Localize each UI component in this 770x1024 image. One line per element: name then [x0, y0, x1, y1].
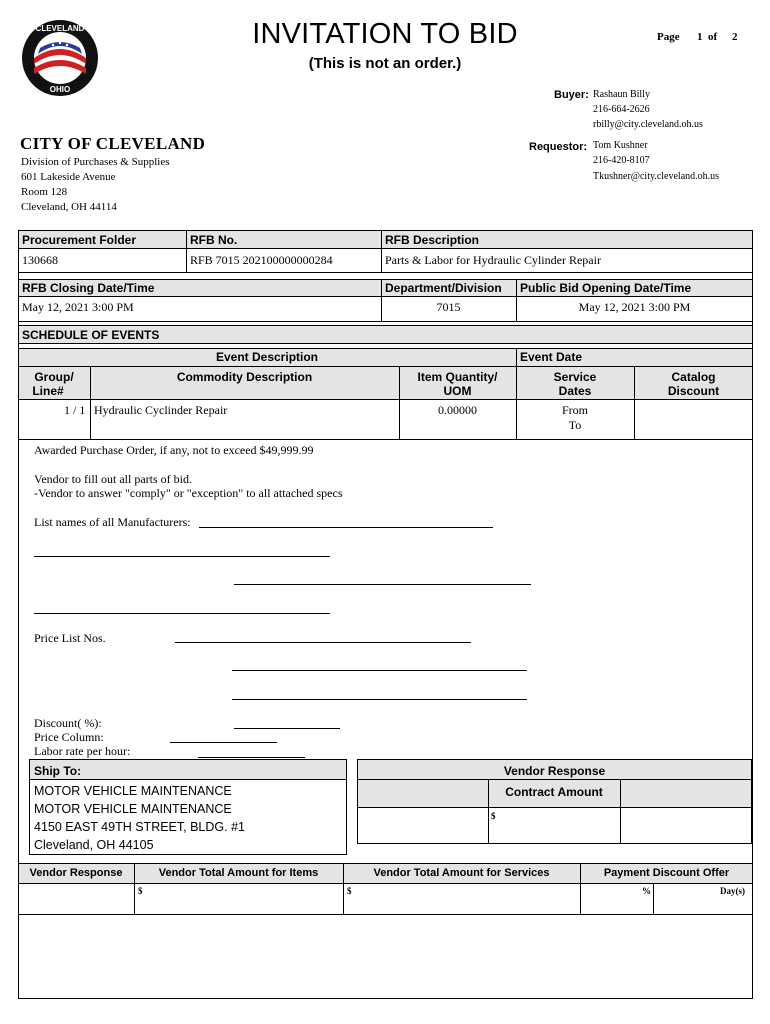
total-items-field[interactable]: $ [138, 886, 143, 896]
manufacturers-blank-4[interactable] [34, 613, 330, 614]
discount-percent-field[interactable]: % [642, 886, 651, 896]
page-number: 1 [697, 31, 703, 43]
vendor-response-label: Vendor Response [503, 764, 606, 778]
ship-to-line: 4150 EAST 49TH STREET, BLDG. #1 [34, 820, 245, 834]
requestor-email: Tkushner@city.cleveland.oh.us [593, 171, 720, 182]
service-dates-label: Service [553, 370, 597, 384]
manufacturers-blank[interactable] [199, 527, 493, 528]
row-line-number: 1 / 1 [64, 403, 86, 417]
city-address-line: Division of Purchases & Supplies [21, 156, 170, 168]
rfb-closing-label: RFB Closing Date/Time [22, 281, 155, 295]
item-quantity-label: Item Quantity/ [417, 370, 498, 384]
department-division-label: Department/Division [385, 281, 502, 295]
price-column-label: Price Column: [34, 730, 104, 744]
city-address-line: Room 128 [21, 186, 68, 198]
public-bid-opening-label: Public Bid Opening Date/Time [520, 281, 692, 295]
buyer-phone: 216-664-2626 [593, 104, 650, 115]
manufacturers-blank-3[interactable] [234, 584, 531, 585]
rfb-no-label: RFB No. [190, 233, 238, 247]
bottom-vendor-response-label: Vendor Response [29, 867, 123, 879]
ship-to-label: Ship To: [34, 764, 82, 778]
manufacturers-label: List names of all Manufacturers: [34, 515, 191, 529]
procurement-folder-value: 130668 [22, 253, 58, 267]
row-commodity: Hydraulic Cyclinder Repair [94, 403, 228, 417]
price-list-blank-2[interactable] [232, 670, 527, 671]
requestor-label: Requestor: [529, 141, 588, 153]
price-list-blank-3[interactable] [232, 699, 527, 700]
catalog-discount-label-2: Discount [667, 384, 720, 398]
vendor-instruction-2: -Vendor to answer "comply" or "exception" to all attached specs [34, 486, 343, 500]
page-title: INVITATION TO BID [252, 18, 518, 50]
total-items-label: Vendor Total Amount for Items [158, 867, 319, 879]
price-column-blank[interactable] [170, 742, 277, 743]
buyer-name: Rashaun Billy [593, 89, 650, 100]
event-date-label: Event Date [520, 350, 583, 364]
price-list-blank[interactable] [175, 642, 471, 643]
public-bid-opening-value: May 12, 2021 3:00 PM [578, 300, 691, 314]
commodity-description-label: Commodity Description [176, 370, 313, 384]
ship-to-line: MOTOR VEHICLE MAINTENANCE [34, 784, 232, 798]
discount-blank[interactable] [234, 728, 340, 729]
department-division-value: 7015 [436, 300, 461, 314]
total-services-label: Vendor Total Amount for Services [373, 867, 550, 879]
requestor-name: Tom Kushner [593, 140, 648, 151]
city-address-line: Cleveland, OH 44114 [21, 201, 117, 213]
rfb-no-value: RFB 7015 202100000000284 [190, 253, 333, 267]
rfb-description-label: RFB Description [385, 233, 480, 247]
award-note: Awarded Purchase Order, if any, not to exceed $49,999.99 [34, 443, 314, 457]
rfb-closing-value: May 12, 2021 3:00 PM [22, 300, 134, 314]
contract-amount-field[interactable]: $ [491, 811, 496, 821]
svg-text:OHIO: OHIO [49, 85, 71, 94]
vendor-instruction-1: Vendor to fill out all parts of bid. [34, 472, 192, 486]
catalog-discount-label: Catalog [671, 370, 716, 384]
page-subtitle: (This is not an order.) [308, 55, 462, 72]
rfb-description-value: Parts & Labor for Hydraulic Cylinder Repair [385, 253, 601, 267]
item-uom-label: UOM [443, 384, 472, 398]
labor-rate-label: Labor rate per hour: [34, 744, 131, 758]
group-line-label-2: Line# [32, 384, 64, 398]
group-line-label: Group/ [34, 370, 74, 384]
page-of: of [708, 31, 718, 43]
total-services-field[interactable]: $ [347, 886, 352, 896]
row-quantity: 0.00000 [438, 403, 477, 417]
svg-text:CLEVELAND: CLEVELAND [35, 24, 85, 33]
row-service-from: From [561, 403, 588, 417]
city-name: CITY OF CLEVELAND [20, 134, 206, 153]
procurement-folder-label: Procurement Folder [22, 233, 137, 247]
buyer-email: rbilly@city.cleveland.oh.us [593, 119, 703, 130]
discount-days-field[interactable]: Day(s) [720, 886, 745, 896]
contract-amount-label: Contract Amount [505, 785, 603, 799]
labor-rate-blank[interactable] [198, 757, 305, 758]
schedule-of-events-label: SCHEDULE OF EVENTS [22, 328, 160, 342]
manufacturers-blank-2[interactable] [34, 556, 330, 557]
page-label: Page [657, 31, 680, 43]
city-address-line: 601 Lakeside Avenue [21, 171, 116, 183]
page-total: 2 [732, 31, 738, 43]
buyer-label: Buyer: [554, 89, 589, 101]
row-service-to: To [568, 418, 582, 432]
service-dates-label-2: Dates [558, 384, 592, 398]
ship-to-line: Cleveland, OH 44105 [34, 838, 154, 852]
payment-discount-label: Payment Discount Offer [603, 867, 730, 879]
ship-to-line: MOTOR VEHICLE MAINTENANCE [34, 802, 232, 816]
discount-label: Discount( %): [34, 716, 102, 730]
price-list-label: Price List Nos. [34, 631, 106, 645]
requestor-phone: 216-420-8107 [593, 155, 650, 166]
event-description-label: Event Description [215, 350, 319, 364]
